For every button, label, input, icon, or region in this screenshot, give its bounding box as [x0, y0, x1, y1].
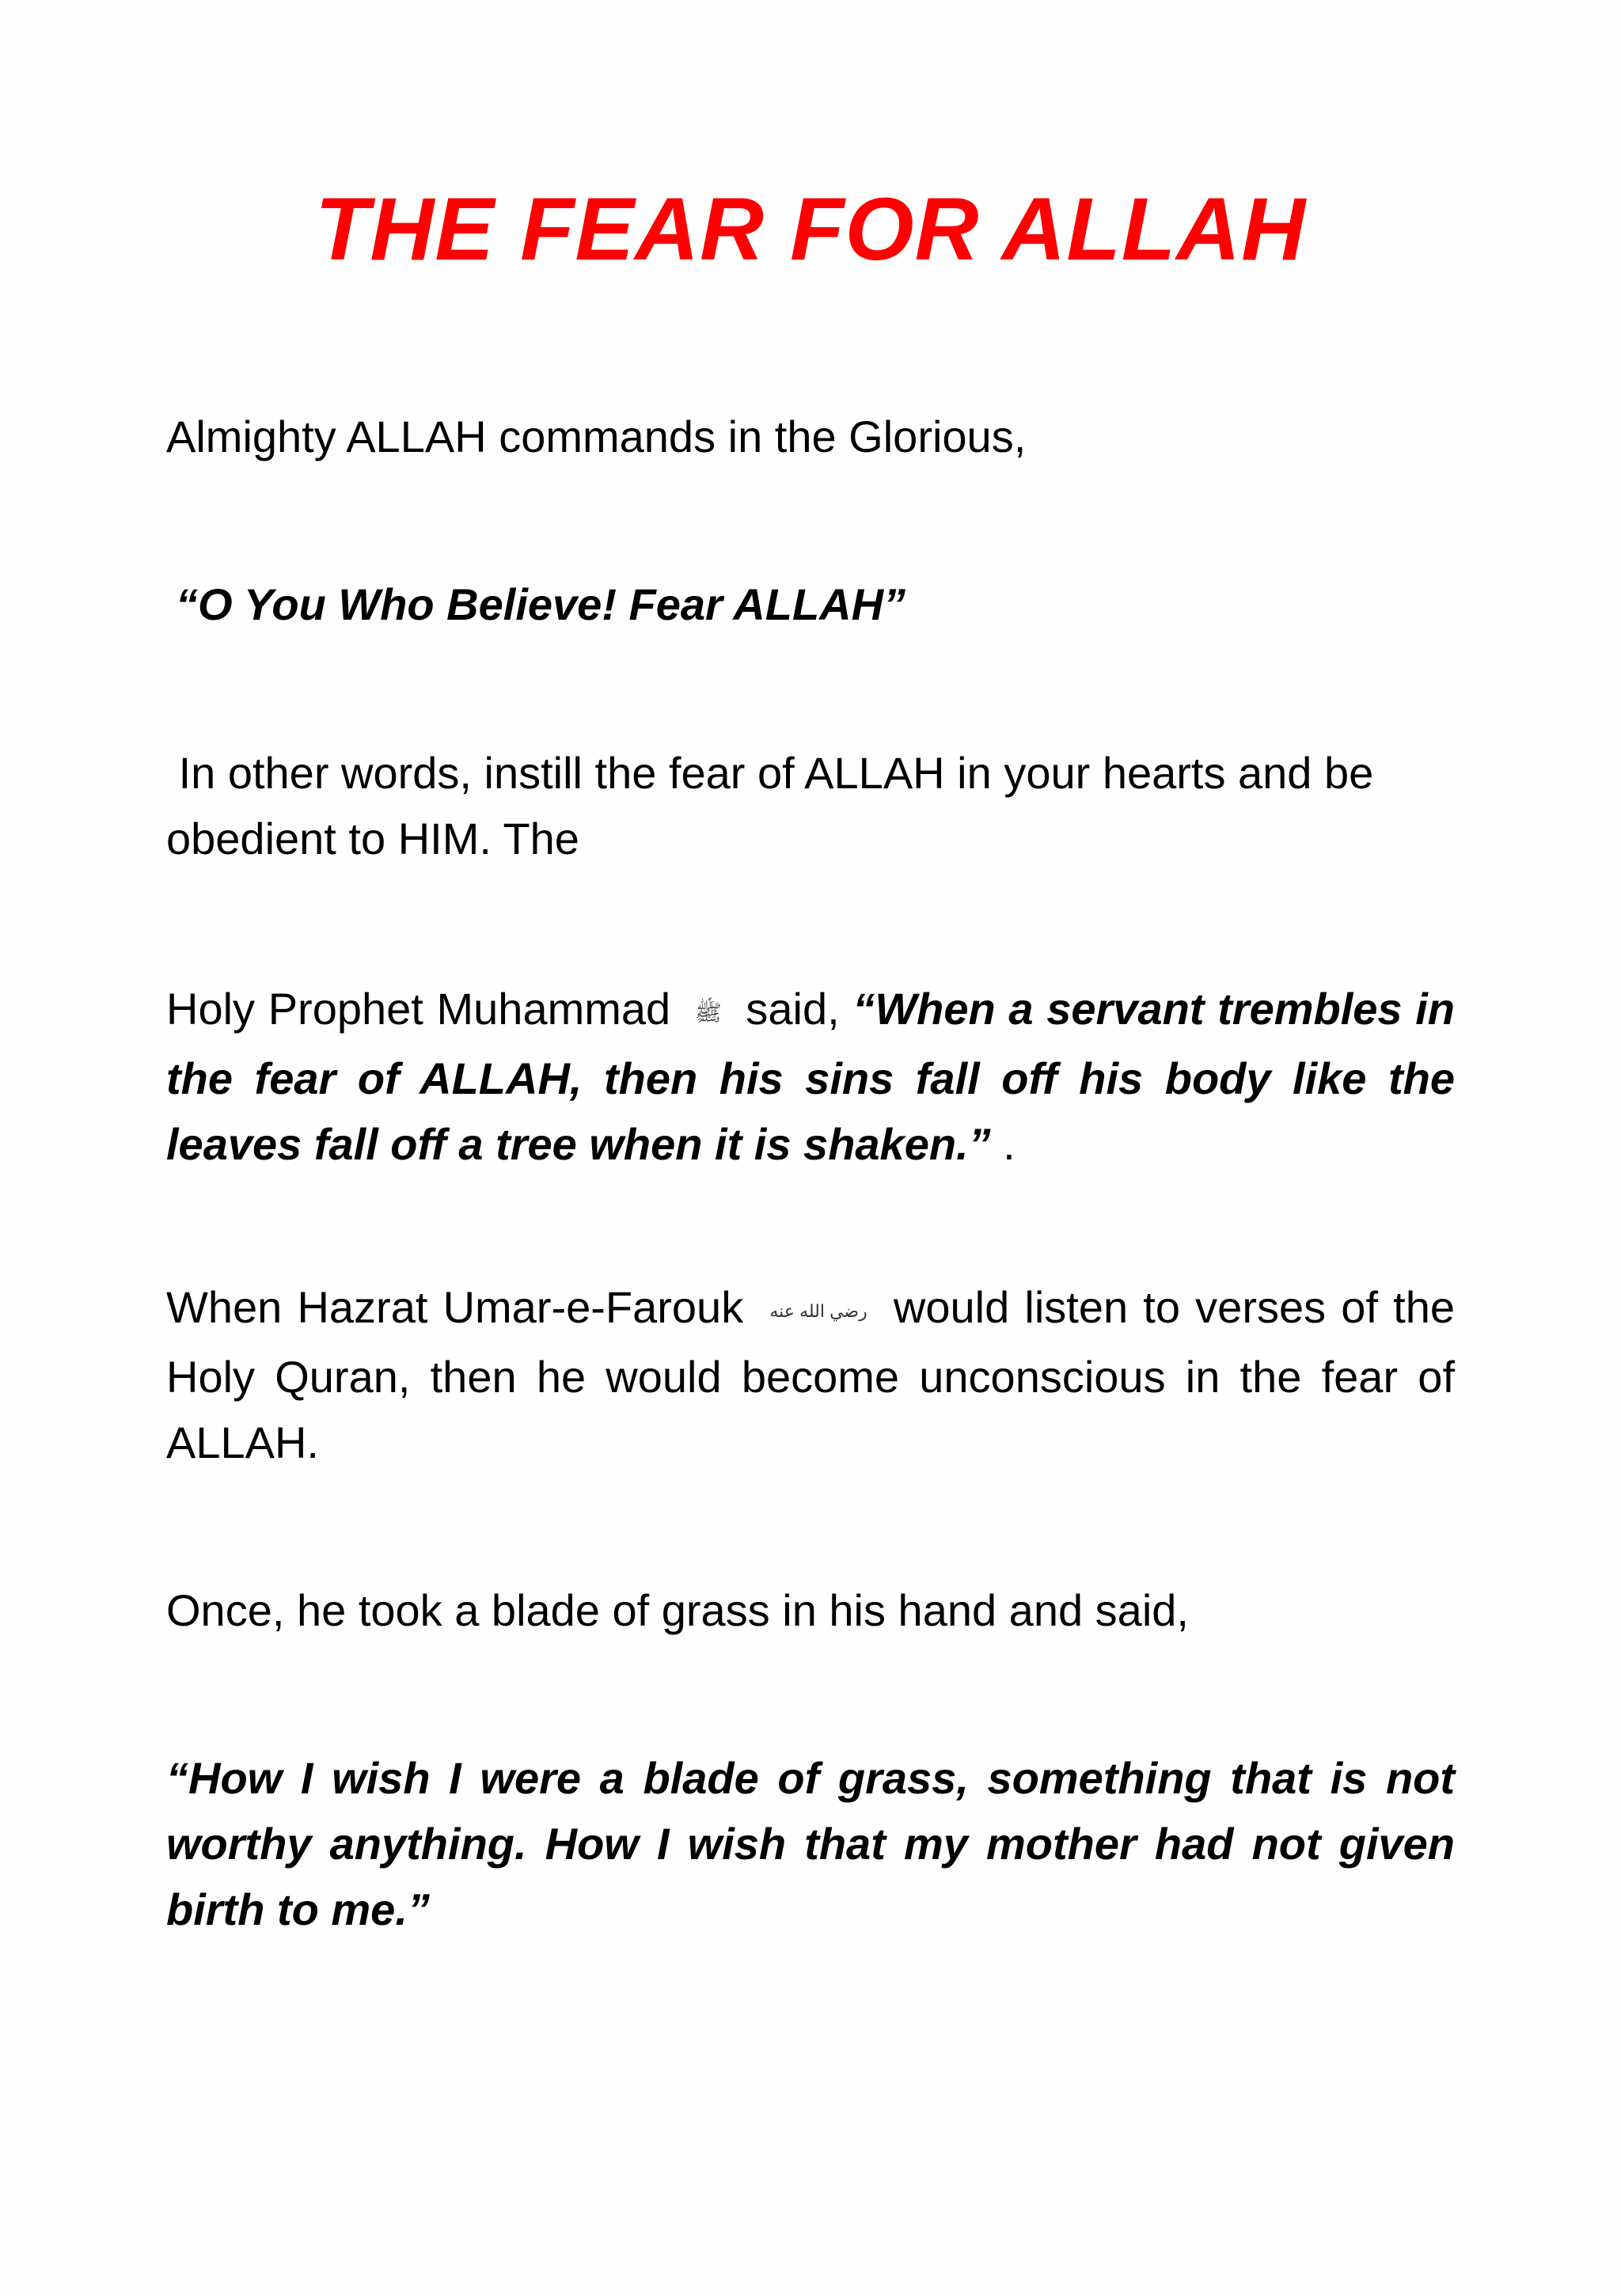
paragraph-intro: Almighty ALLAH commands in the Glorious,: [166, 412, 1027, 461]
paragraph-grass-intro: Once, he took a blade of grass in his hand and said,: [166, 1585, 1189, 1635]
honorific-glyph: رضي الله عنه: [769, 1300, 867, 1321]
said-text: said,: [746, 984, 840, 1034]
paragraph-explanation-text: In other words, instill the fear of ALLAH in your hearts and be obedient to HIM. The: [166, 748, 1374, 863]
paragraph-prophet-saying: [166, 976, 1455, 1177]
hadith-quote: “When a servant trembles in the fear of ALLAH, then his sins fall off his body like the leaves fall off a tree when it is shaken.”: [166, 984, 1455, 1169]
trailing-period: .: [990, 1118, 1015, 1169]
honorific-glyph: ﷺ: [694, 1000, 722, 1025]
paragraph-explanation: [166, 740, 1455, 871]
prophet-intro-text: Holy Prophet Muhammad: [166, 984, 671, 1034]
umar-rest-text: would listen to verses of the Holy Quran, then he would become unconscious in the fear of ALLAH.: [166, 1282, 1456, 1467]
paragraph-umar: [166, 1274, 1455, 1475]
umar-intro-text: When Hazrat Umar-e-Farouk: [166, 1282, 744, 1332]
umar-quote: “How I wish I were a blade of grass, something that is not worthy anything. How I wish that my mother had not given birth to me.”: [166, 1753, 1455, 1934]
page-title: THE FEAR FOR ALLAH: [315, 180, 1306, 279]
quran-quote: “O You Who Believe! Fear ALLAH”: [176, 579, 906, 629]
